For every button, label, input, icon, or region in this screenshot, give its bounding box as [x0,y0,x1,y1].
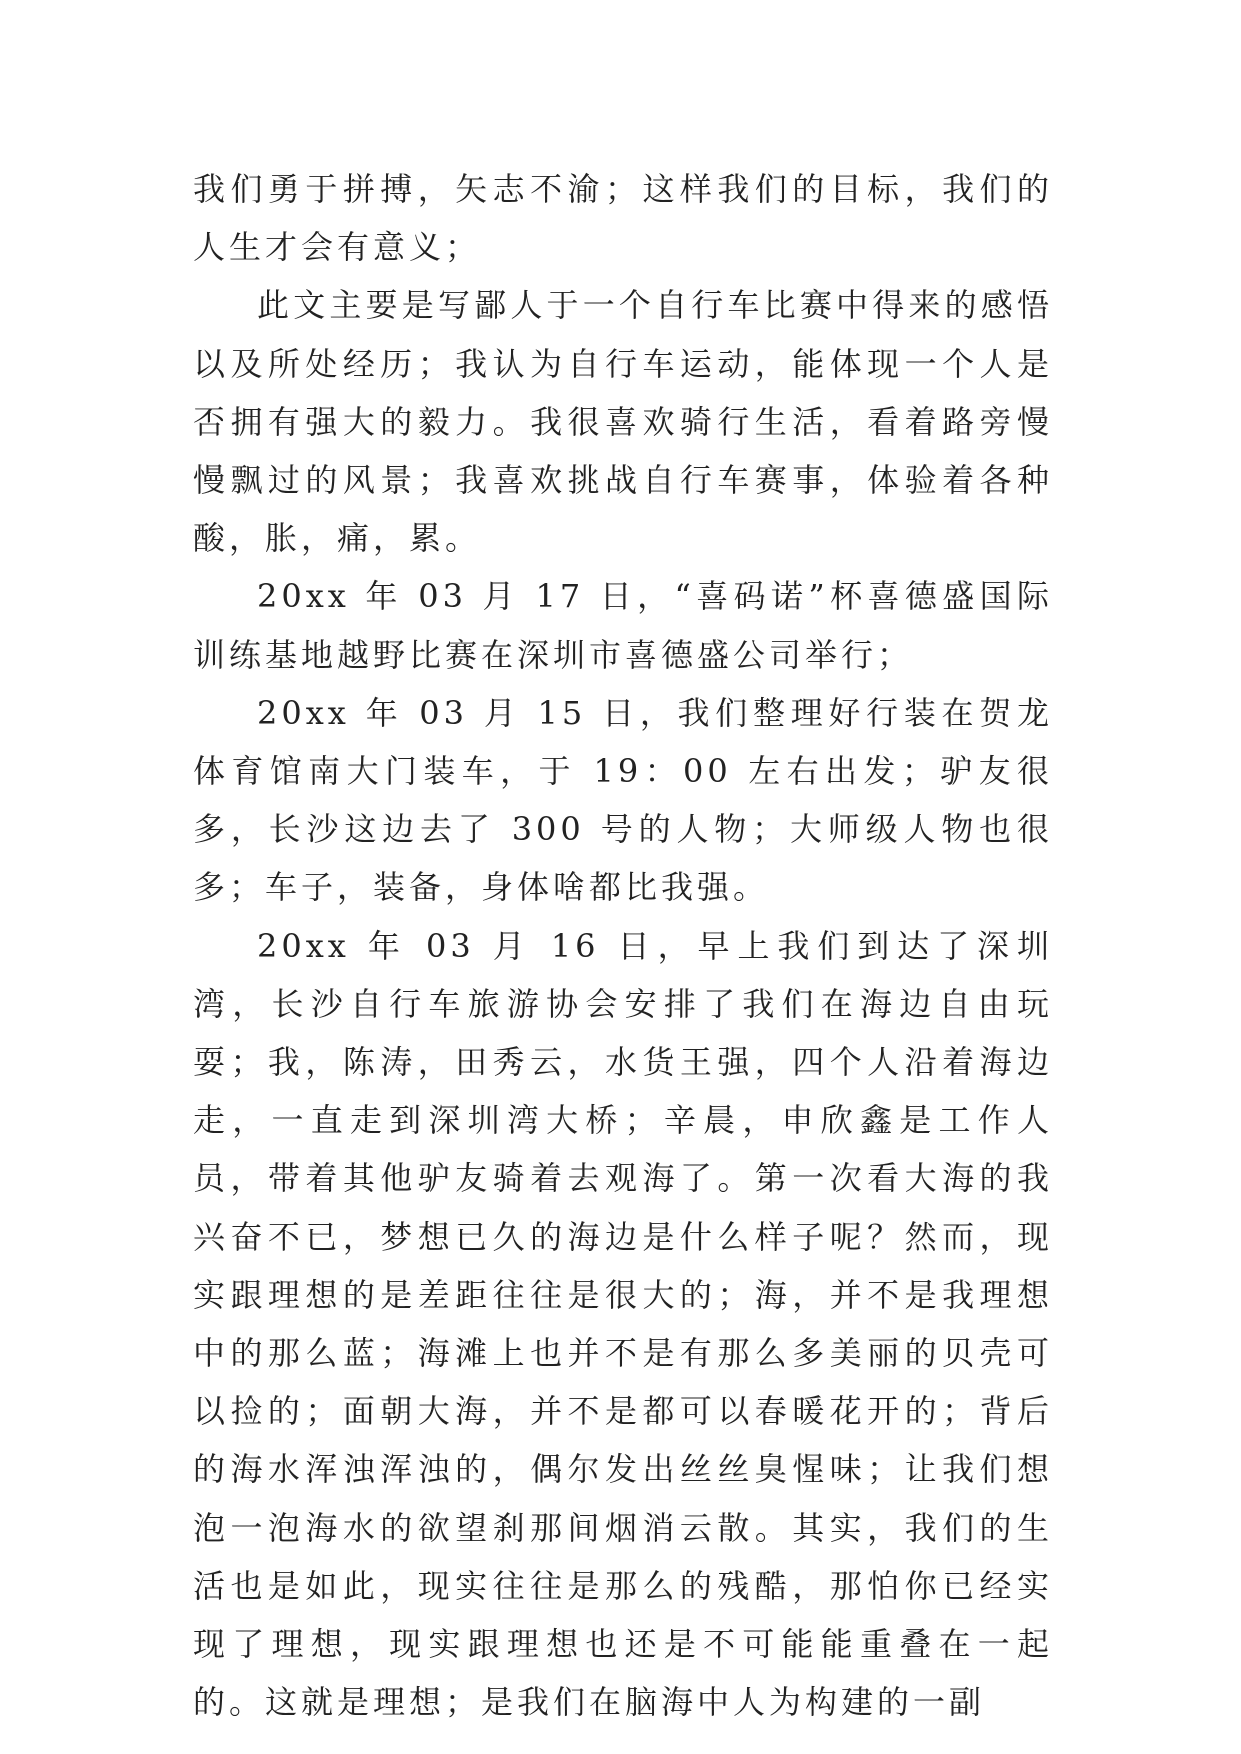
paragraph-5: 20xx 年 03 月 16 日，早上我们到达了深圳湾，长沙自行车旅游协会安排了我们在海边自由玩耍；我，陈涛，田秀云，水货王强，四个人沿着海边走，一直走到深圳湾大桥；辛晨，申欣鑫是工作人员，带着其他驴友骑着去观海了。第一次看大海的我兴奋不已，梦想已久的海边是什么样子呢？然而，现实跟理想的是差距往往是很大的；海，并不是我理想中的那么蓝；海滩上也并不是有那么多美丽的贝壳可以捡的；面朝大海，并不是都可以春暖花开的；背后的海水浑浊浑浊的，偶尔发出丝丝臭惺味；让我们想泡一泡海水的欲望刹那间烟消云散。其实，我们的生活也是如此，现实往往是那么的残酷，那怕你已经实现了理想，现实跟理想也还是不可能能重叠在一起的。这就是理想；是我们在脑海中人为构建的一副 [193,926,1053,1722]
paragraph-1: 我们勇于拼搏，矢志不渝；这样我们的目标，我们的人生才会有意义； [193,170,1053,267]
paragraph-3: 20xx 年 03 月 17 日，“喜码诺”杯喜德盛国际训练基地越野比赛在深圳市喜德盛公司举行； [193,577,1053,674]
paragraph-4: 20xx 年 03 月 15 日，我们整理好行装在贺龙体育馆南大门装车，于 19：00 左右出发；驴友很多，长沙这边去了 300 号的人物；大师级人物也很多；车子，装备，身体啥都比我强。 [193,693,1053,907]
body-text [193,160,1053,1731]
paragraph-2: 此文主要是写鄙人于一个自行车比赛中得来的感悟以及所处经历；我认为自行车运动，能体现一个人是否拥有强大的毅力。我很喜欢骑行生活，看着路旁慢慢飘过的风景；我喜欢挑战自行车赛事，体验着各种酸，胀，痛，累。 [193,286,1053,558]
